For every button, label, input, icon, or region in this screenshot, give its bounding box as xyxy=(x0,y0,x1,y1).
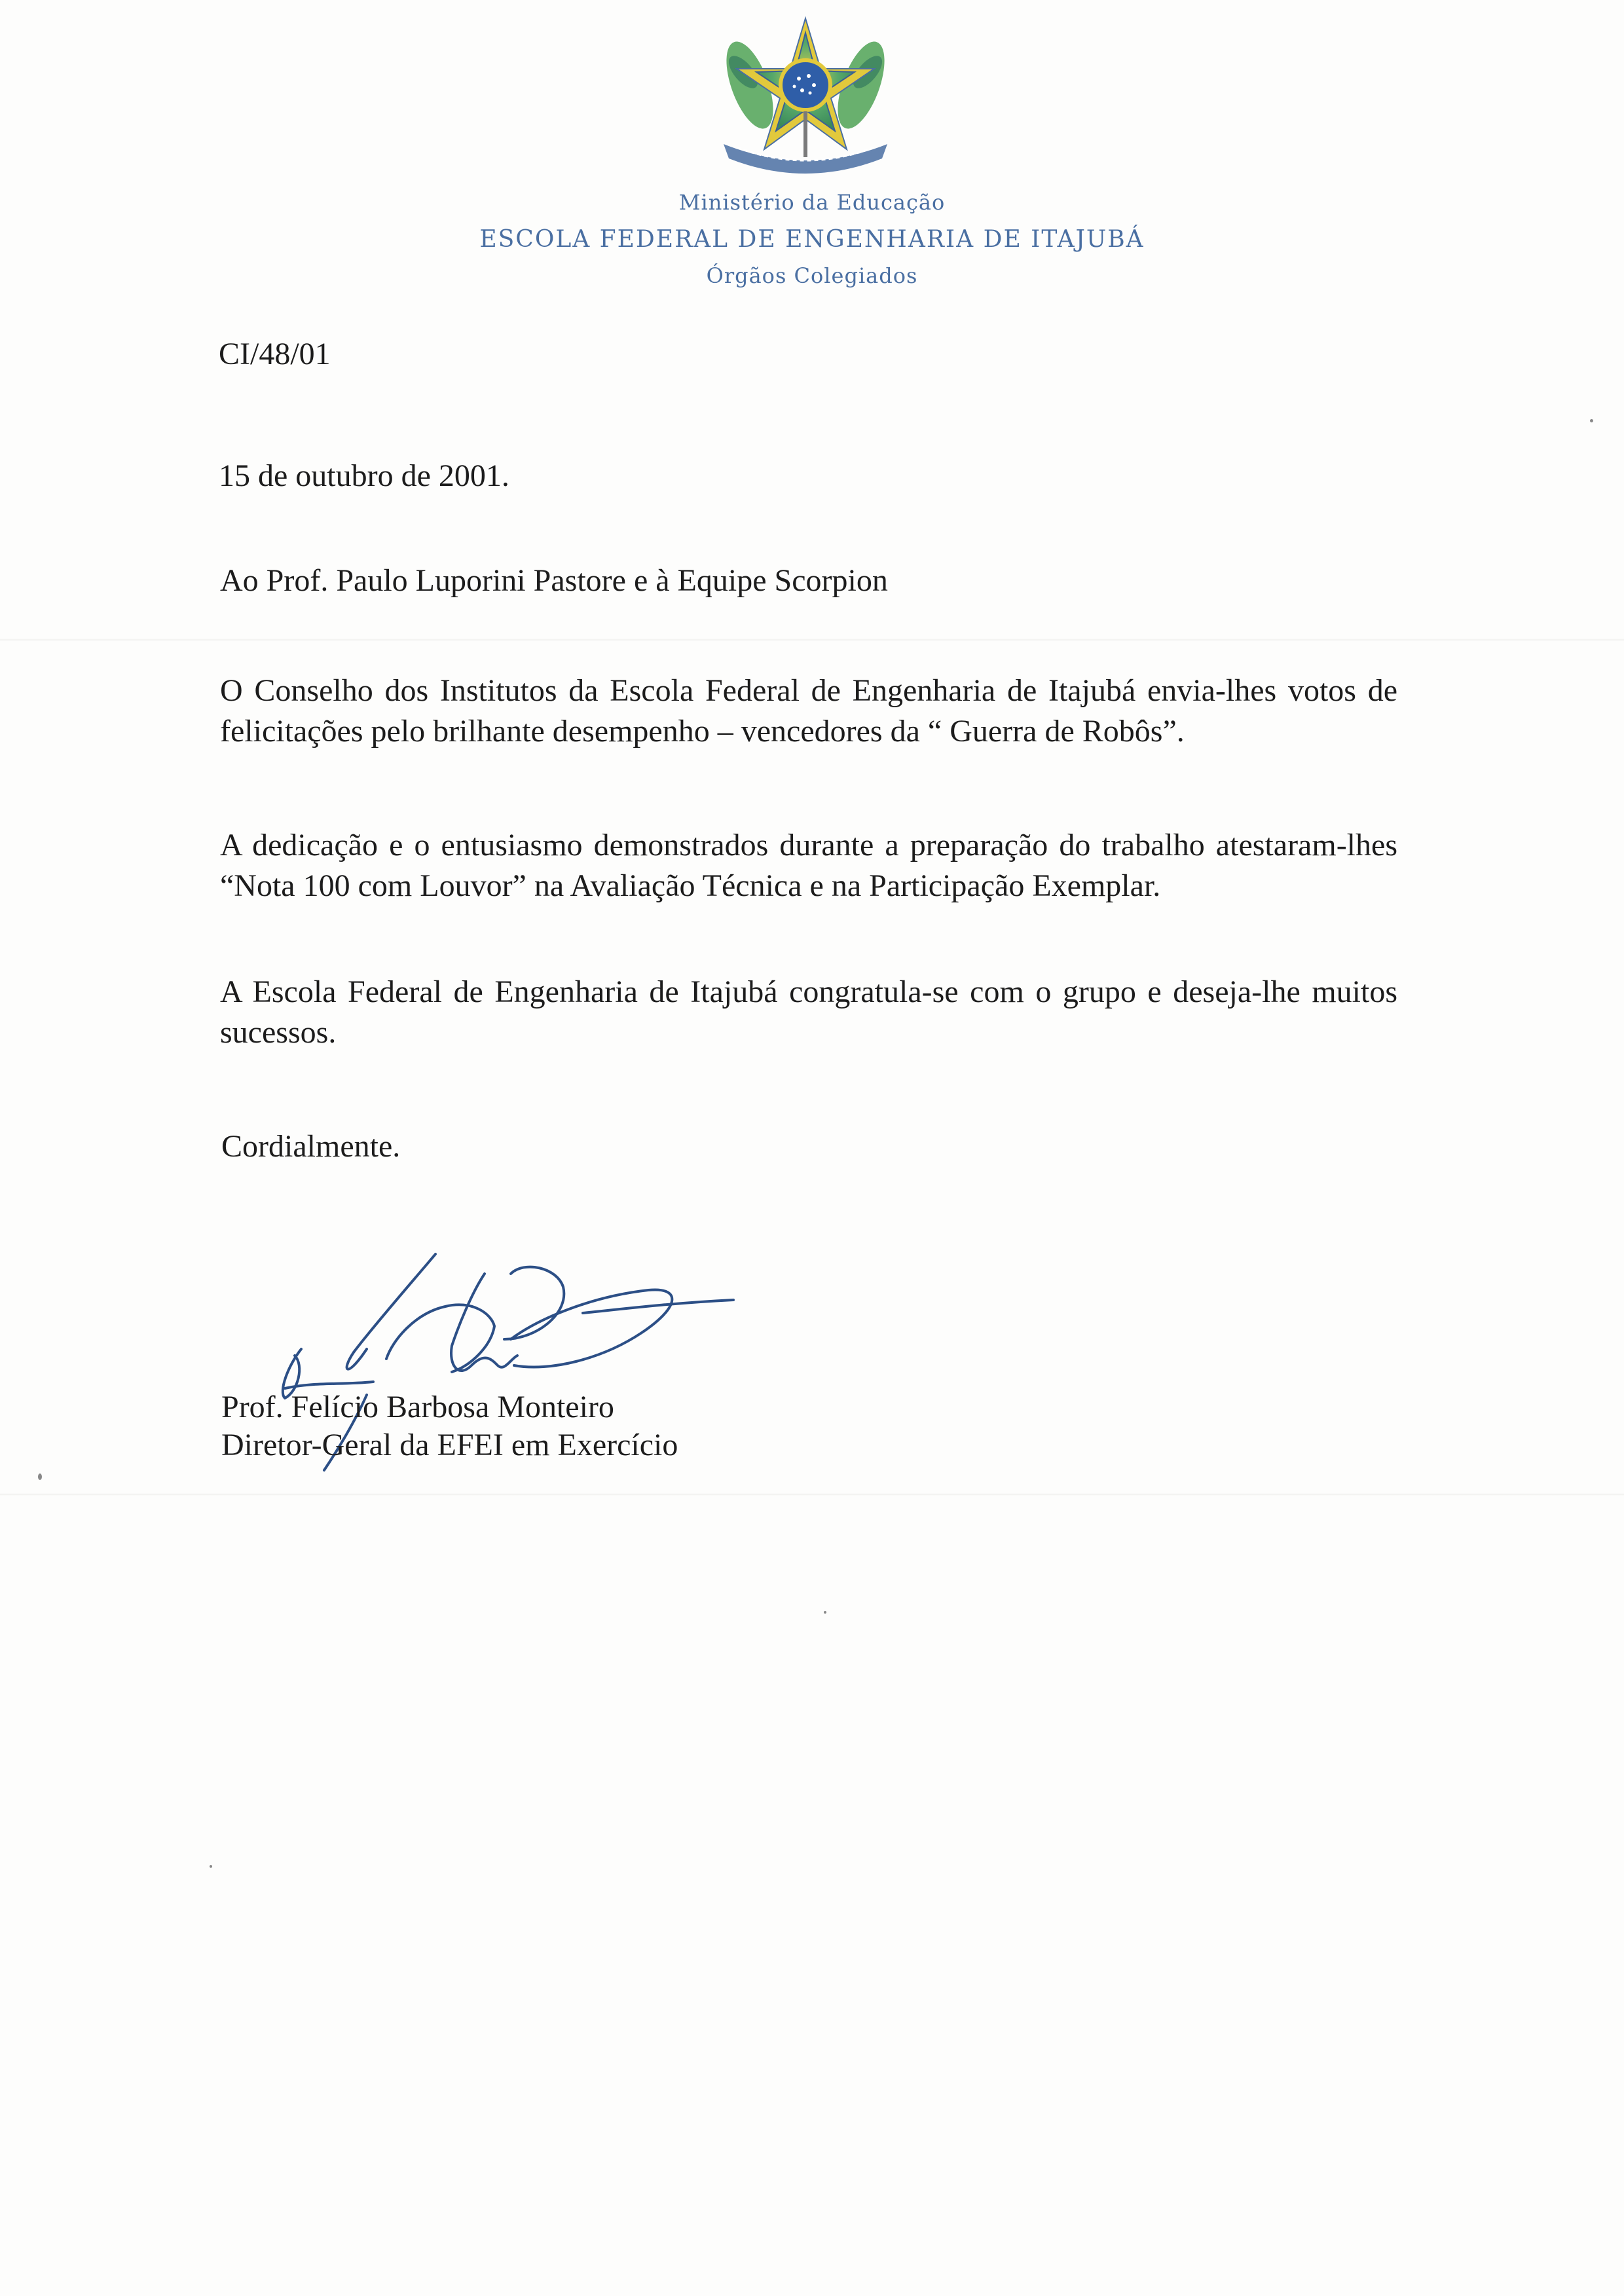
reference-number: CI/48/01 xyxy=(219,337,331,371)
scan-speck xyxy=(38,1473,42,1480)
school-header: ESCOLA FEDERAL DE ENGENHARIA DE ITAJUBÁ xyxy=(479,226,1145,253)
letter-paragraph: A dedicação e o entusiasmo demonstrados durante a preparação do trabalho atestaram-lhes “Nota 100 com Louvor” na Avaliação Técnica e na Participação Exemplar. xyxy=(220,828,1397,903)
coat-of-arms-icon xyxy=(710,13,900,177)
signer-name: Prof. Felício Barbosa Monteiro xyxy=(221,1390,614,1424)
signer-title: Diretor-Geral da EFEI em Exercício xyxy=(221,1428,678,1462)
letter-recipient: Ao Prof. Paulo Luporini Pastore e à Equipe Scorpion xyxy=(220,563,888,598)
scan-speck xyxy=(1590,419,1593,422)
paper-fold-line xyxy=(0,639,1624,641)
department-header: Órgãos Colegiados xyxy=(706,263,918,288)
scan-speck xyxy=(824,1611,826,1614)
letter-paragraph: O Conselho dos Institutos da Escola Federal de Engenharia de Itajubá envia-lhes votos de felicitações pelo brilhante desempenho – vencedores da “ Guerra de Robôs”. xyxy=(220,673,1397,749)
ministry-header: Ministério da Educação xyxy=(678,190,946,215)
letter-paragraph: A Escola Federal de Engenharia de Itajubá congratula-se com o grupo e deseja-lhe muitos sucessos. xyxy=(220,974,1397,1050)
paper-fold-line xyxy=(0,1493,1624,1496)
letter-date: 15 de outubro de 2001. xyxy=(219,458,509,493)
letter-closing: Cordialmente. xyxy=(221,1129,401,1164)
scan-speck xyxy=(210,1865,212,1868)
